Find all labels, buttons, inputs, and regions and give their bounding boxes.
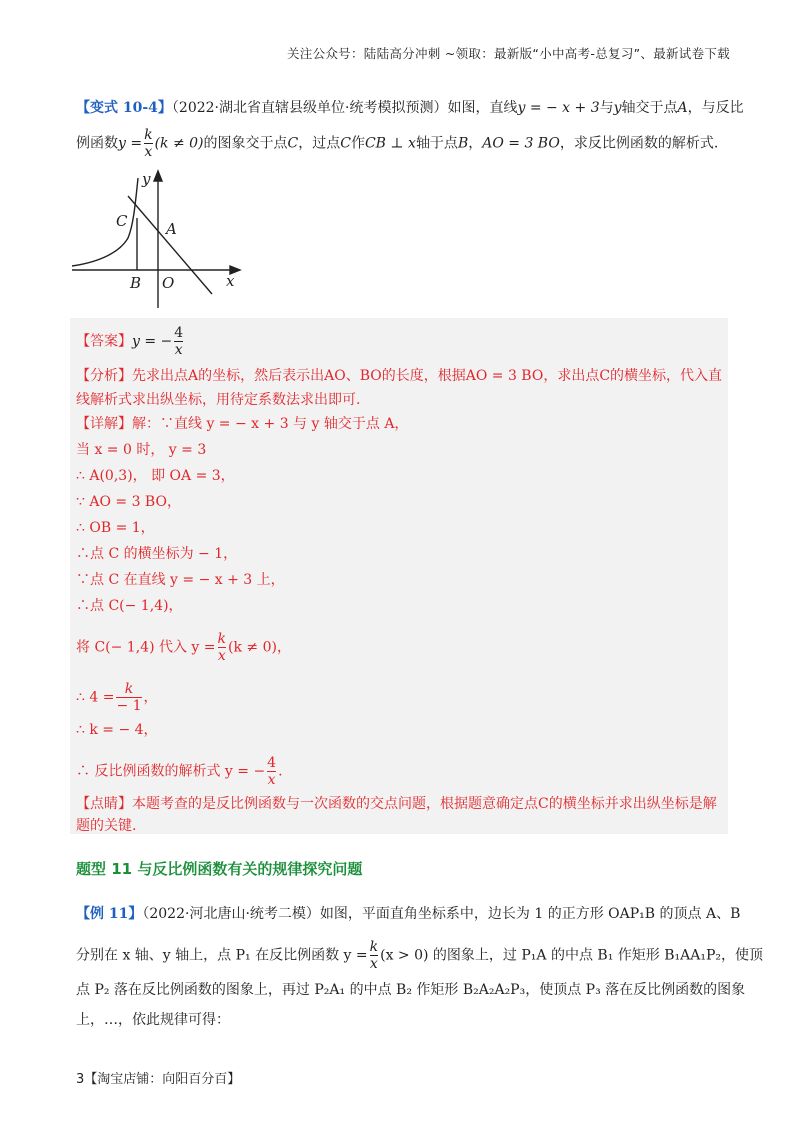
analysis-line-1 — [76, 366, 722, 386]
detail-label: 【详解】 — [76, 416, 132, 432]
answer-fraction — [174, 326, 183, 357]
answer-line — [76, 326, 185, 357]
answer-expr: y = − — [132, 333, 173, 350]
problem-text: AO = 3 BO — [482, 135, 560, 152]
detail-text: ∴ 4 = — [76, 689, 115, 706]
label-x: x — [226, 272, 235, 290]
problem-text: y — [613, 100, 622, 116]
denominator: x — [144, 144, 153, 160]
point-b: B — [457, 135, 469, 152]
problem-text: ， — [468, 135, 483, 152]
page-footer: 3【淘宝店铺：向阳百分百】 — [76, 1072, 241, 1087]
label-c: C — [116, 212, 128, 230]
denominator: x — [267, 772, 276, 788]
numerator: k — [124, 681, 134, 697]
analysis-line-2 — [76, 390, 360, 410]
numerator: k — [217, 631, 227, 647]
example-text: 分别在 x 轴、y 轴上，点 P₁ 在反比例函数 y = — [76, 947, 368, 964]
problem-line-2 — [76, 128, 718, 159]
example-text: （2022·河北唐山·统考二模）如图，平面直角坐标系中，边长为 1 的正方形 OAP₁B 的顶点 A、B — [142, 906, 741, 922]
problem-text: (k ≠ 0) — [154, 135, 204, 152]
problem-text: ，与反比 — [687, 100, 744, 116]
problem-line-eq: y = − x + 3 — [517, 100, 600, 116]
example-line-1 — [76, 904, 740, 924]
denominator: x — [369, 956, 378, 972]
point-a: A — [677, 100, 688, 116]
problem-text: 例函数 — [76, 135, 118, 152]
example-line-4: 上，…，依此规律可得： — [76, 1012, 230, 1028]
y-axis-arrow — [154, 171, 162, 181]
label-a: A — [166, 220, 177, 238]
detail-line-5: ∴ OB = 1， — [76, 520, 155, 536]
comment-text: 本题考查的是反比例函数与一次函数的交点问题，根据题意确定点C的横坐标并求出纵坐标是解 — [132, 796, 717, 812]
detail-text: 将 C(− 1,4) 代入 y = — [76, 639, 216, 656]
point-c: C — [287, 135, 299, 152]
problem-text: y = — [118, 135, 143, 152]
denominator: x — [217, 648, 226, 664]
fraction-k-over-x — [218, 632, 226, 663]
denominator: x — [174, 342, 183, 358]
fraction-4-over-x — [267, 756, 276, 787]
numerator: 4 — [267, 755, 277, 771]
example-label: 【例 11】 — [76, 906, 143, 922]
detail-line-11: ∴ k = − 4， — [76, 722, 158, 738]
numerator: k — [369, 939, 379, 955]
numerator: k — [144, 127, 153, 143]
problem-text: 轴交于点 — [621, 100, 678, 116]
comment-line-1 — [76, 794, 717, 814]
fraction-k-over-neg1 — [116, 682, 141, 713]
coordinate-figure — [70, 168, 250, 313]
fraction-k-over-x — [370, 940, 378, 971]
numerator: 4 — [174, 325, 184, 341]
label-y: y — [142, 170, 151, 188]
detail-line-2: 当 x = 0 时， y = 3 — [76, 442, 207, 458]
problem-text: 的图象交于点 — [203, 135, 288, 152]
detail-text: (k ≠ 0)， — [228, 639, 291, 656]
analysis-label: 【分析】 — [76, 368, 132, 384]
hyperbola-graph — [72, 178, 138, 266]
detail-line-1 — [76, 414, 408, 434]
example-line-2 — [76, 940, 763, 971]
label-o: O — [162, 274, 175, 292]
problem-text: ，求反比例函数的解析式. — [559, 135, 719, 152]
fraction-k-over-x — [144, 128, 152, 159]
problem-label: 【变式 10-4】 — [76, 100, 172, 116]
comment-line-2: 题的关键. — [76, 818, 137, 834]
problem-source: （2022·湖北省直辖县级单位·统考模拟预测）如图，直线 — [171, 100, 518, 116]
point-c: C — [340, 135, 351, 152]
detail-line-9 — [76, 632, 291, 663]
detail-line-12 — [76, 756, 283, 787]
label-b: B — [130, 274, 142, 292]
detail-line-6: ∴点 C 的横坐标为 − 1， — [76, 546, 238, 562]
detail-line-7: ∵点 C 在直线 y = − x + 3 上， — [76, 572, 285, 588]
example-line-3: 点 P₂ 落在反比例函数的图象上，再过 P₂A₁ 的中点 B₂ 作矩形 B₂A₂A₂P₃，使顶点 P₃ 落在反比例函数的图象 — [76, 982, 746, 998]
problem-text: CB ⊥ x — [364, 135, 416, 152]
denominator: − 1 — [116, 698, 142, 714]
section-title: 题型 11 与反比例函数有关的规律探究问题 — [76, 860, 363, 878]
problem-text: 轴于点 — [415, 135, 458, 152]
problem-text: ，过点 — [298, 135, 341, 152]
detail-line-8: ∴点 C(− 1,4)， — [76, 598, 183, 614]
detail-line-3: ∴ A(0,3)， 即 OA = 3， — [76, 468, 235, 484]
comment-label: 【点睛】 — [76, 796, 132, 812]
problem-text: 与 — [599, 100, 614, 116]
page-header: 关注公众号：陆陆高分冲刺 ~领取：最新版“小中高考-总复习”、最新试卷下载 — [286, 46, 730, 61]
analysis-text: 线解析式求出纵坐标，用待定系数法求出即可. — [76, 392, 361, 408]
analysis-text: 先求出点A的坐标，然后表示出AO、BO的长度，根据AO = 3 BO，求出点C的横坐标，代入直 — [132, 368, 723, 384]
detail-text: ∴ 反比例函数的解析式 y = − — [76, 763, 266, 780]
detail-text: . — [278, 763, 283, 780]
detail-text: ， — [143, 689, 158, 706]
detail-line-4: ∵ AO = 3 BO， — [76, 494, 181, 510]
problem-line-1 — [76, 98, 744, 118]
problem-text: 作 — [350, 135, 365, 152]
detail-line-10 — [76, 682, 158, 713]
detail-text: 解：∵直线 y = − x + 3 与 y 轴交于点 A， — [132, 416, 409, 432]
example-text: (x > 0) 的图象上，过 P₁A 的中点 B₁ 作矩形 B₁AA₁P₂，使顶 — [380, 947, 763, 964]
answer-label: 【答案】 — [76, 333, 132, 350]
